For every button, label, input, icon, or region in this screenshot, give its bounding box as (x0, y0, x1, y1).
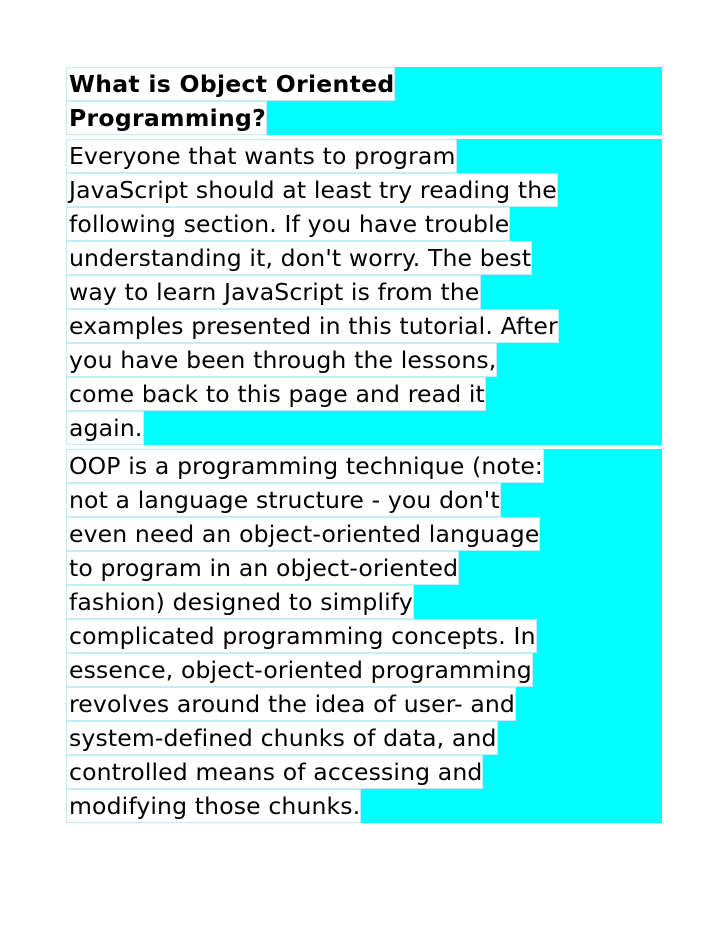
paragraph-text: come back to this page and read it (66, 377, 486, 411)
paragraph-text: JavaScript should at least try reading the (66, 173, 558, 207)
paragraph-line (66, 377, 662, 411)
document-page (66, 67, 662, 827)
paragraph-line (66, 173, 662, 207)
paragraph-text: to program in an object-oriented (66, 551, 459, 585)
paragraph-text: examples presented in this tutorial. After (66, 309, 559, 343)
heading-text: What is Object Oriented (66, 67, 395, 101)
paragraph-line (66, 653, 662, 687)
paragraph-text: complicated programming concepts. In (66, 619, 537, 653)
paragraph-text: essence, object-oriented programming (66, 653, 533, 687)
paragraph-line (66, 139, 662, 173)
paragraph-text: even need an object-oriented language (66, 517, 540, 551)
paragraph-line (66, 551, 662, 585)
paragraph-line (66, 241, 662, 275)
paragraph-text: you have been through the lessons, (66, 343, 497, 377)
paragraph-text: revolves around the idea of user- and (66, 687, 516, 721)
paragraph-line (66, 411, 662, 445)
paragraph-line (66, 585, 662, 619)
paragraph-line (66, 483, 662, 517)
paragraph-text: fashion) designed to simplify (66, 585, 414, 619)
paragraph-text: understanding it, don't worry. The best (66, 241, 532, 275)
heading-line (66, 67, 662, 101)
paragraph-text: modifying those chunks. (66, 789, 361, 823)
paragraph-text: again. (66, 411, 144, 445)
paragraph-text: not a language structure - you don't (66, 483, 501, 517)
paragraph-text: Everyone that wants to program (66, 139, 457, 173)
paragraph-line (66, 721, 662, 755)
heading-line (66, 101, 662, 135)
paragraph-line (66, 517, 662, 551)
paragraph-line (66, 343, 662, 377)
paragraph-1 (66, 139, 662, 445)
paragraph-line (66, 619, 662, 653)
paragraph-text: way to learn JavaScript is from the (66, 275, 481, 309)
paragraph-line (66, 789, 662, 823)
paragraph-text: following section. If you have trouble (66, 207, 510, 241)
paragraph-line (66, 449, 662, 483)
paragraph-line (66, 275, 662, 309)
paragraph-line (66, 687, 662, 721)
paragraph-line (66, 309, 662, 343)
paragraph-text: controlled means of accessing and (66, 755, 483, 789)
paragraph-text: OOP is a programming technique (note: (66, 449, 544, 483)
paragraph-text: system-defined chunks of data, and (66, 721, 498, 755)
heading-text: Programming? (66, 101, 267, 135)
paragraph-line (66, 207, 662, 241)
paragraph-2 (66, 449, 662, 823)
paragraph-line (66, 755, 662, 789)
heading-block (66, 67, 662, 135)
